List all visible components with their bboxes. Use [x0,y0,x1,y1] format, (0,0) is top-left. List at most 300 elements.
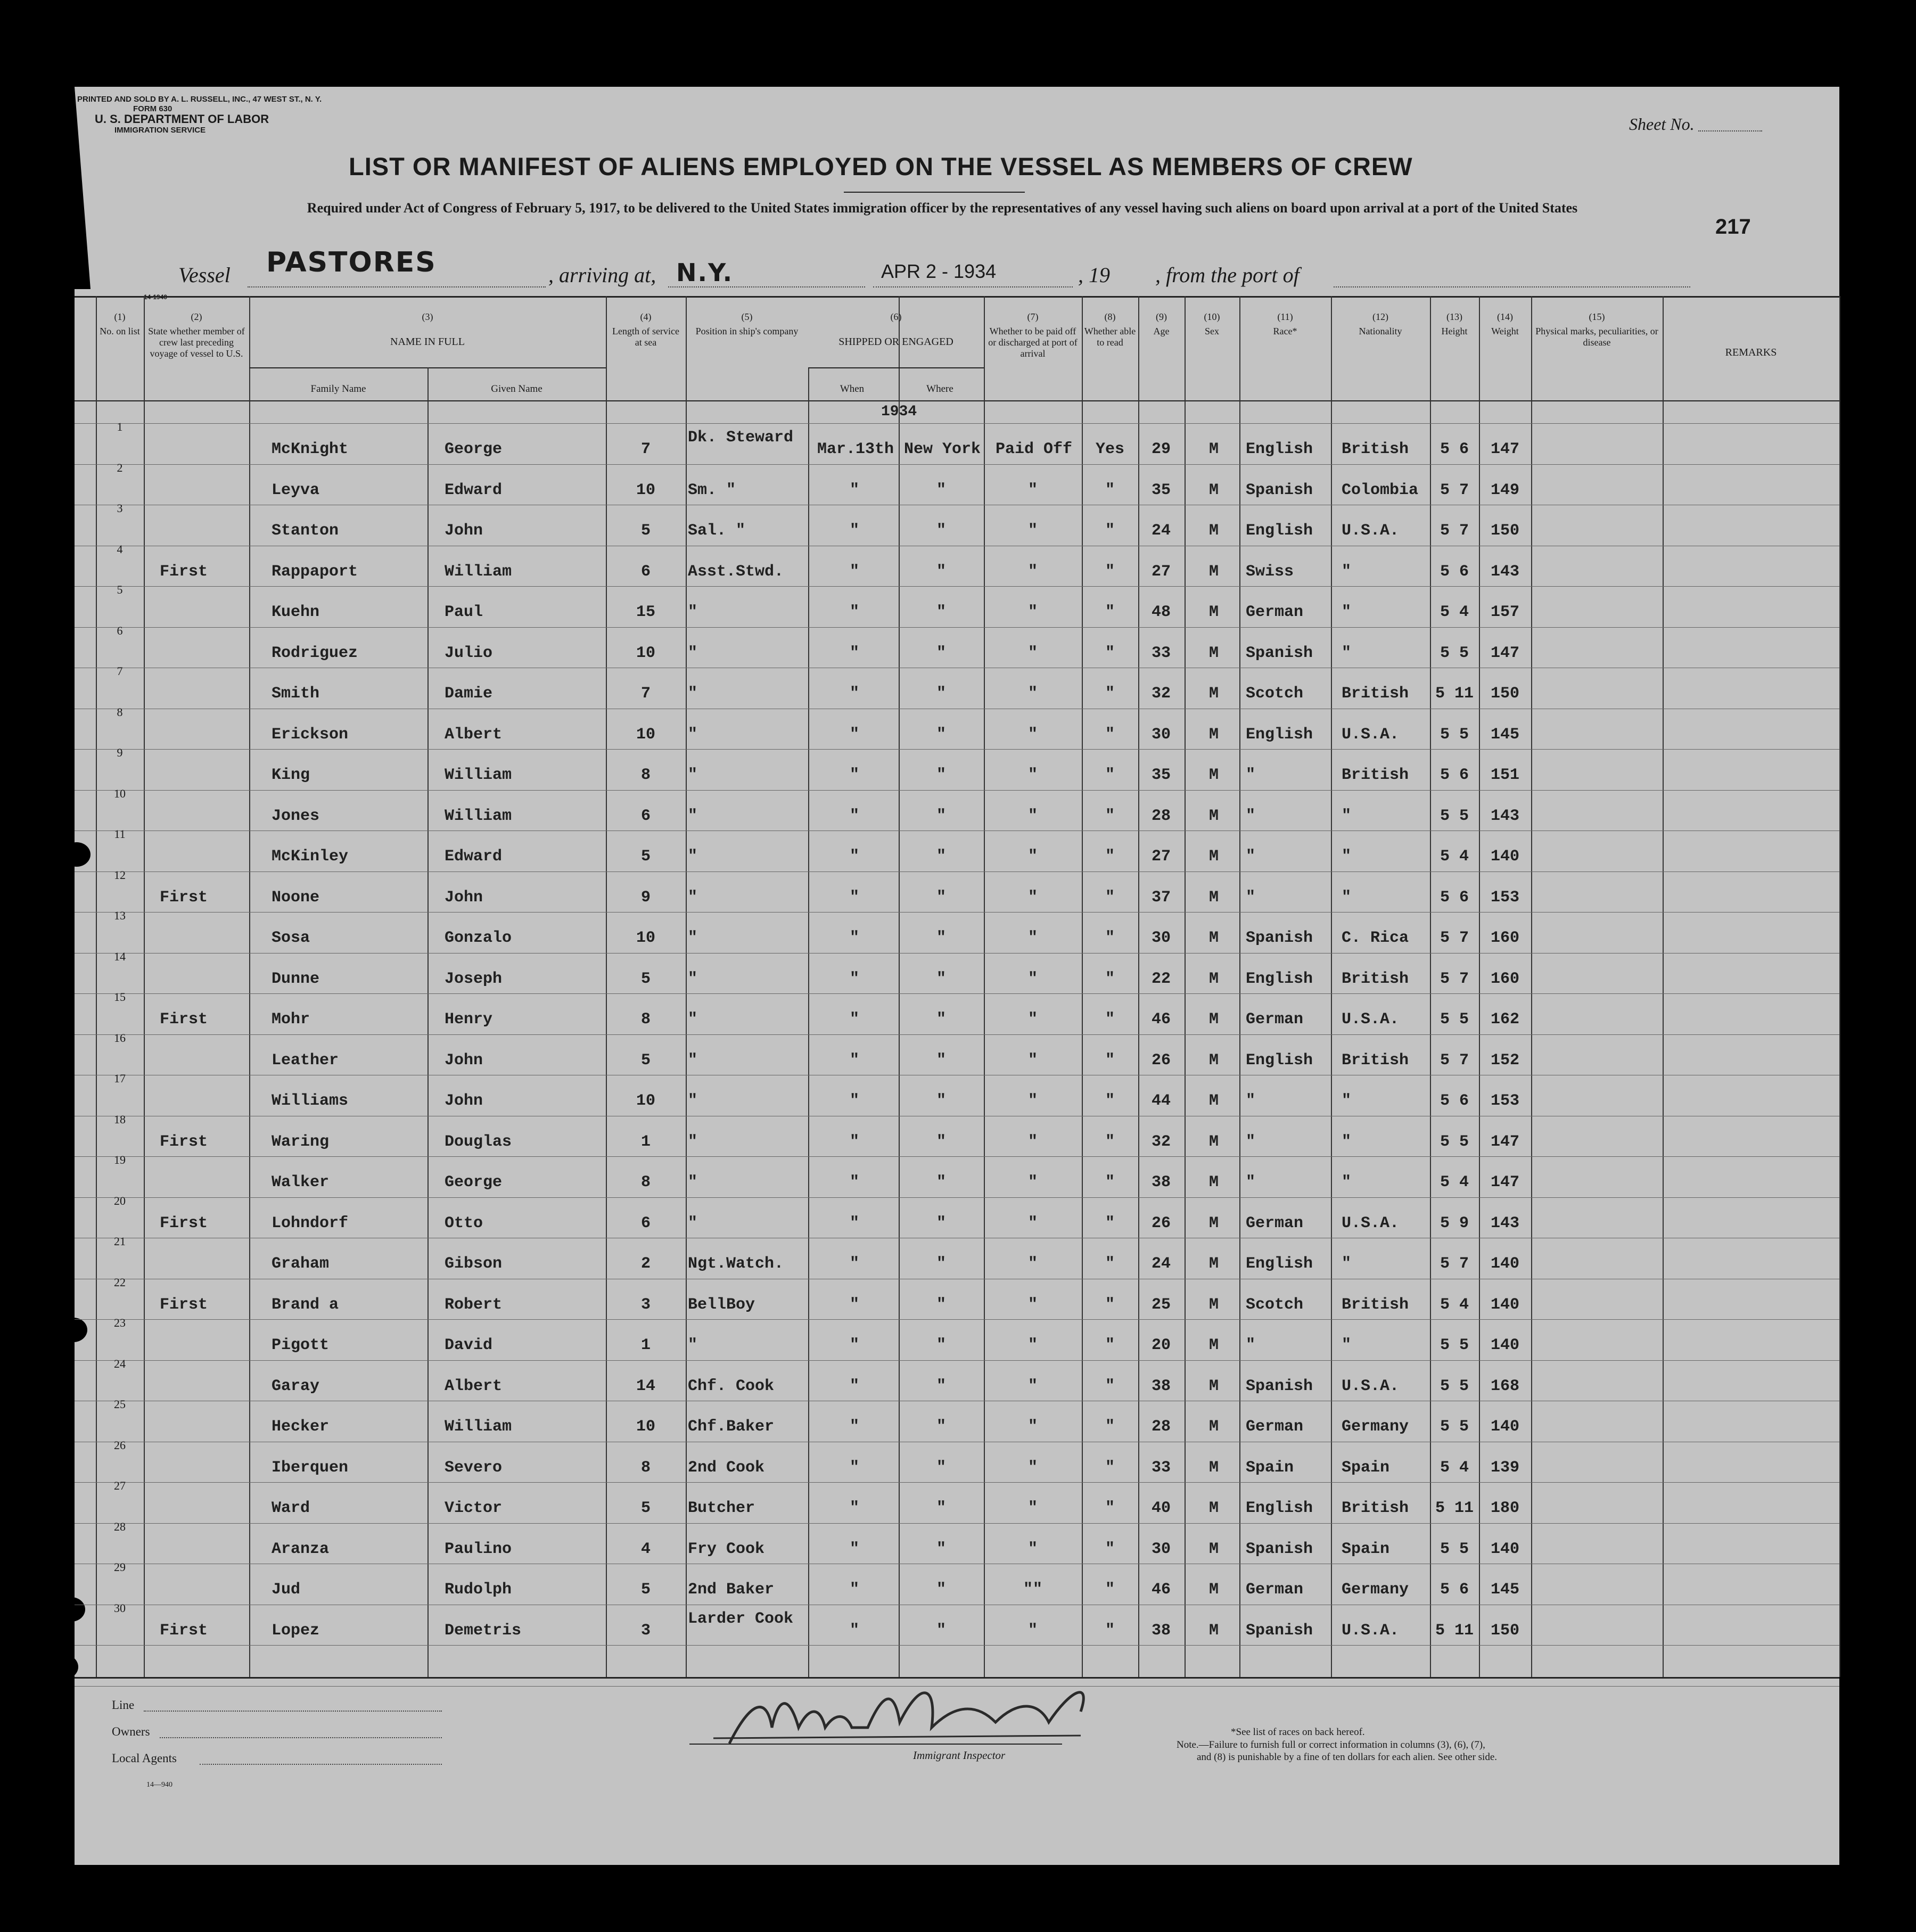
row-rule [75,993,1839,994]
row-number: 25 [114,1397,126,1411]
row-number: 20 [114,1194,126,1207]
arriving-label: , arriving at, [548,263,656,287]
position-cell: " [688,969,698,988]
family-name-cell: Ward [272,1499,310,1517]
vessel-dotline [248,286,546,287]
row-number: 7 [117,664,123,678]
vessel-label: Vessel [178,263,231,287]
position-cell: Asst.Stwd. [688,562,784,581]
given-name-cell: William [445,807,512,825]
given-name-cell: Edward [445,481,503,499]
form-subtitle: Required under Act of Congress of February 5, 1917, to be delivered to the United States immigration officer by the representatives of any vessel having such aliens on board upon arrival at a port of the United States [307,200,1578,216]
position-cell: " [688,1010,698,1029]
position-cell: Butcher [688,1499,755,1517]
able-to-read-cell: Yes [1095,440,1124,458]
family-name-cell: Dunne [272,969,320,988]
race-cell: " [1246,1336,1256,1354]
column-number: (9) [1156,311,1167,322]
age-cell: 32 [1151,685,1171,703]
shipped-where-cell: " [936,1132,946,1151]
column-header: Nationality [1359,326,1402,336]
family-name-cell: McKinley [272,848,349,866]
race-cell: " [1246,807,1256,825]
line-label: Line [112,1698,135,1712]
family-name-cell: Pigott [272,1336,330,1354]
shipped-when-cell: " [849,1621,859,1640]
given-name-cell: Julio [445,644,493,662]
race-cell: German [1246,1581,1304,1599]
column-header: Length of service at sea [612,326,679,348]
race-cell: English [1246,1499,1313,1517]
row-rule [75,1360,1839,1361]
service-cell: 5 [640,1051,651,1070]
nationality-cell: British [1342,685,1409,703]
weight-cell: 150 [1490,1621,1519,1640]
able-to-read-cell: " [1105,1458,1115,1477]
weight-cell: 147 [1490,644,1519,662]
position-cell: " [688,1132,698,1151]
service-cell: 1 [640,1132,651,1151]
race-cell: Scotch [1246,685,1304,703]
height-cell: 5 7 [1440,522,1469,540]
weight-cell: 160 [1490,929,1519,947]
weight-cell: 157 [1490,603,1519,621]
table-top-rule [75,296,1839,298]
name-split-rule [427,367,429,1677]
shipped-where-cell: " [936,1499,946,1517]
sex-cell: M [1208,1458,1219,1477]
nationality-cell: British [1342,969,1409,988]
shipped-when-cell: " [849,1336,859,1354]
form-number: FORM 630 [133,104,172,113]
service-cell: 5 [640,848,651,866]
position-cell: 2nd Cook [688,1458,765,1477]
given-name-cell: Severo [445,1458,503,1477]
page-number: 217 [1715,215,1751,239]
family-name-cell: Iberquen [272,1458,349,1477]
row-number: 17 [114,1072,126,1085]
row-number: 2 [117,461,123,474]
race-cell: English [1246,440,1313,458]
given-name-cell: Otto [445,1214,483,1232]
nationality-cell: " [1342,888,1352,907]
weight-cell: 140 [1490,1418,1519,1436]
height-cell: 5 7 [1440,1051,1469,1070]
column-header: Height [1441,326,1468,336]
sex-cell: M [1208,725,1219,744]
shipped-where-cell: " [936,644,946,662]
given-name-cell: Paulino [445,1540,512,1558]
position-cell: " [688,644,698,662]
row-rule [75,1197,1839,1198]
row-rule [75,790,1839,791]
age-cell: 33 [1151,1458,1171,1477]
paid-off-cell: " [1027,1377,1038,1395]
able-to-read-cell: " [1105,562,1115,581]
voyage-cell: First [160,562,208,581]
shipped-where-cell: " [936,725,946,744]
paid-off-cell: " [1027,1255,1038,1273]
given-name-cell: George [445,440,503,458]
race-cell: " [1246,888,1256,907]
weight-cell: 180 [1490,1499,1519,1517]
race-cell: Spanish [1246,481,1313,499]
nationality-cell: " [1342,1092,1352,1110]
weight-cell: 145 [1490,1581,1519,1599]
shipped-when-cell: " [849,1214,859,1232]
year-label: , 19 [1078,263,1110,287]
row-number: 19 [114,1153,126,1166]
age-cell: 38 [1151,1173,1171,1191]
column-rule [1663,296,1664,1677]
family-name-cell: Noone [272,888,320,907]
from-port-dotline [1334,286,1690,287]
height-cell: 5 6 [1440,766,1469,784]
row-rule [75,627,1839,628]
column-number: (14) [1497,311,1513,322]
service-cell: 5 [640,969,651,988]
height-cell: 5 5 [1440,1540,1469,1558]
shipped-when-cell: " [849,481,859,499]
shipped-when-cell: " [849,725,859,744]
able-to-read-cell: " [1105,644,1115,662]
row-number: 1 [117,420,123,433]
column-subheader: Family Name [310,383,366,394]
paid-off-cell: " [1027,766,1038,784]
position-cell: Sal. " [688,522,746,540]
family-name-cell: Jud [272,1581,301,1599]
age-cell: 29 [1151,440,1171,458]
weight-cell: 153 [1490,888,1519,907]
row-number: 23 [114,1316,126,1329]
height-cell: 5 11 [1435,1621,1474,1640]
given-name-cell: William [445,1418,512,1436]
able-to-read-cell: " [1105,1377,1115,1395]
shipped-where-cell: " [936,1336,946,1354]
age-cell: 46 [1151,1581,1171,1599]
height-cell: 5 7 [1440,929,1469,947]
height-cell: 5 6 [1440,562,1469,581]
sex-cell: M [1208,1010,1219,1029]
nationality-cell: " [1342,848,1352,866]
able-to-read-cell: " [1105,888,1115,907]
paid-off-cell: " [1027,848,1038,866]
row-number: 27 [114,1479,126,1492]
shipped-when-cell: " [849,685,859,703]
position-cell: " [688,1051,698,1070]
shipped-when-cell: Mar.13th [817,440,894,458]
row-number: 8 [117,705,123,719]
age-cell: 24 [1151,1255,1171,1273]
nationality-cell: U.S.A. [1342,1010,1400,1029]
paid-off-cell: Paid Off [996,440,1073,458]
sex-cell: M [1208,807,1219,825]
nationality-cell: " [1342,807,1352,825]
column-header: REMARKS [1725,347,1777,358]
position-cell: Dk. Steward [688,429,794,447]
race-cell: English [1246,969,1313,988]
column-header: Weight [1491,326,1519,336]
binder-hole [57,1597,85,1622]
weight-cell: 162 [1490,1010,1519,1029]
paid-off-cell: "" [1023,1581,1042,1599]
able-to-read-cell: " [1105,807,1115,825]
able-to-read-cell: " [1105,1173,1115,1191]
row-rule [75,1156,1839,1157]
given-name-cell: Albert [445,725,503,744]
shipped-where-cell: " [936,685,946,703]
race-cell: English [1246,522,1313,540]
able-to-read-cell: " [1105,725,1115,744]
able-to-read-cell: " [1105,1540,1115,1558]
family-name-cell: Sosa [272,929,310,947]
age-cell: 20 [1151,1336,1171,1354]
shipped-where-cell: " [936,603,946,621]
paid-off-cell: " [1027,1540,1038,1558]
row-number: 13 [114,909,126,922]
nationality-cell: Spain [1342,1540,1390,1558]
position-cell: Chf.Baker [688,1418,775,1436]
race-cell: " [1246,1092,1256,1110]
race-cell: Scotch [1246,1295,1304,1314]
family-name-cell: Brand a [272,1295,339,1314]
subheader-rule [808,367,984,368]
column-header: Physical marks, peculiarities, or disease [1535,326,1658,348]
family-name-cell: Jones [272,807,320,825]
row-number: 3 [117,502,123,515]
weight-cell: 140 [1490,1336,1519,1354]
shipped-where-cell: " [936,1377,946,1395]
row-number: 4 [117,542,123,556]
sex-cell: M [1208,1051,1219,1070]
sex-cell: M [1208,1132,1219,1151]
given-name-cell: Robert [445,1295,503,1314]
sex-cell: M [1208,766,1219,784]
position-cell: " [688,603,698,621]
age-cell: 22 [1151,969,1171,988]
row-number: 24 [114,1356,126,1370]
service-cell: 10 [636,1092,655,1110]
height-cell: 5 6 [1440,440,1469,458]
position-cell: 2nd Baker [688,1581,775,1599]
column-header: Whether to be paid off or discharged at port of arrival [988,326,1078,359]
family-name-cell: Rappaport [272,562,358,581]
row-rule [75,1482,1839,1483]
height-cell: 5 6 [1440,1092,1469,1110]
service-cell: 8 [640,1458,651,1477]
weight-cell: 143 [1490,1214,1519,1232]
family-name-cell: Hecker [272,1418,330,1436]
position-cell: Larder Cook [688,1609,794,1628]
age-cell: 35 [1151,766,1171,784]
sex-cell: M [1208,1255,1219,1273]
shipped-where-cell: New York [904,440,981,458]
height-cell: 5 5 [1440,1132,1469,1151]
voyage-cell: First [160,1214,208,1232]
shipped-where-cell: " [936,807,946,825]
shipped-when-cell: " [849,1377,859,1395]
nationality-cell: " [1342,1255,1352,1273]
row-rule [75,464,1839,465]
sex-cell: M [1208,929,1219,947]
service-cell: 7 [640,440,651,458]
age-cell: 33 [1151,644,1171,662]
service-cell: 10 [636,1418,655,1436]
sex-cell: M [1208,522,1219,540]
weight-cell: 143 [1490,807,1519,825]
age-cell: 44 [1151,1092,1171,1110]
column-rule [144,296,145,1677]
given-name-cell: Gibson [445,1255,503,1273]
voyage-cell: First [160,1295,208,1314]
shipped-when-cell: " [849,1255,859,1273]
nationality-cell: " [1342,1132,1352,1151]
sex-cell: M [1208,1336,1219,1354]
sex-cell: M [1208,848,1219,866]
shipped-when-cell: " [849,1458,859,1477]
given-name-cell: Victor [445,1499,503,1517]
nationality-cell: " [1342,603,1352,621]
given-name-cell: Damie [445,685,493,703]
row-number: 10 [114,786,126,800]
race-cell: Spain [1246,1458,1294,1477]
race-cell: " [1246,848,1256,866]
weight-cell: 140 [1490,1255,1519,1273]
shipped-where-cell: " [936,522,946,540]
given-name-cell: John [445,1051,483,1070]
page-title: LIST OR MANIFEST OF ALIENS EMPLOYED ON THE VESSEL AS MEMBERS OF CREW [349,152,1413,180]
shipped-when-cell: " [849,1092,859,1110]
shipped-where-cell: " [936,929,946,947]
nationality-cell: Germany [1342,1418,1409,1436]
voyage-cell: First [160,1132,208,1151]
row-number: 5 [117,583,123,596]
shipped-where-cell: " [936,562,946,581]
race-cell: " [1246,1132,1256,1151]
race-cell: Spanish [1246,1377,1313,1395]
vessel-name: PASTORES [266,246,437,278]
shipped-when-cell: " [849,1581,859,1599]
shipped-year: 1934 [881,404,917,420]
shipped-where-cell: " [936,1418,946,1436]
shipped-when-cell: " [849,1132,859,1151]
header-bottom-rule [75,400,1839,401]
height-cell: 5 5 [1440,644,1469,662]
arrival-date-stamp: APR 2 - 1934 [881,260,997,282]
family-name-cell: Leather [272,1051,339,1070]
column-rule [686,296,687,1677]
column-header: Whether able to read [1084,326,1136,348]
service-cell: 6 [640,1214,651,1232]
given-name-cell: Edward [445,848,503,866]
row-number: 22 [114,1275,126,1289]
weight-cell: 140 [1490,1540,1519,1558]
shipped-where-cell: " [936,1214,946,1232]
row-number: 29 [114,1560,126,1574]
height-cell: 5 7 [1440,969,1469,988]
row-number: 11 [114,827,126,841]
service-cell: 9 [640,888,651,907]
age-cell: 32 [1151,1132,1171,1151]
service-cell: 10 [636,481,655,499]
age-cell: 28 [1151,1418,1171,1436]
nationality-cell: " [1342,1173,1352,1191]
shipped-where-cell: " [936,1173,946,1191]
column-rule [606,296,607,1677]
race-cell: German [1246,603,1304,621]
sex-cell: M [1208,1214,1219,1232]
age-cell: 25 [1151,1295,1171,1314]
shipped-where-cell: " [936,888,946,907]
weight-cell: 145 [1490,725,1519,744]
column-number: (10) [1204,311,1220,322]
service-cell: 8 [640,1010,651,1029]
column-rule [984,296,985,1677]
line-dotline [144,1711,442,1712]
weight-cell: 152 [1490,1051,1519,1070]
nationality-cell: U.S.A. [1342,1377,1400,1395]
shipped-when-cell: " [849,766,859,784]
height-cell: 5 6 [1440,1581,1469,1599]
column-header: Position in ship's company [695,326,799,336]
race-cell: " [1246,1173,1256,1191]
column-rule [249,296,250,1677]
height-cell: 5 5 [1440,807,1469,825]
column-number: (6) [890,311,902,322]
family-name-cell: Aranza [272,1540,330,1558]
position-cell: " [688,1092,698,1110]
column-header: Age [1153,326,1170,336]
age-cell: 38 [1151,1377,1171,1395]
given-name-cell: David [445,1336,493,1354]
given-name-cell: John [445,522,483,540]
sheet-label: Sheet No. [1629,114,1695,134]
row-rule [75,1319,1839,1320]
height-cell: 5 11 [1435,1499,1474,1517]
paid-off-cell: " [1027,1295,1038,1314]
family-name-cell: Stanton [272,522,339,540]
weight-cell: 151 [1490,766,1519,784]
row-number: 9 [117,746,123,759]
sex-cell: M [1208,969,1219,988]
position-cell: Ngt.Watch. [688,1255,784,1273]
shipped-where-cell: " [936,766,946,784]
service-cell: 5 [640,522,651,540]
given-name-cell: John [445,888,483,907]
height-cell: 5 9 [1440,1214,1469,1232]
shipped-where-cell: " [936,1051,946,1070]
row-rule [75,1523,1839,1524]
race-cell: English [1246,725,1313,744]
service-cell: 8 [640,766,651,784]
shipped-where-cell: " [936,1255,946,1273]
able-to-read-cell: " [1105,481,1115,499]
age-cell: 26 [1151,1051,1171,1070]
shipped-where-cell: " [936,481,946,499]
race-cell: English [1246,1051,1313,1070]
voyage-cell: First [160,888,208,907]
service-cell: 10 [636,929,655,947]
column-rule [1331,296,1332,1677]
paid-off-cell: " [1027,1214,1038,1232]
family-name-cell: Leyva [272,481,320,499]
nationality-cell: Germany [1342,1581,1409,1599]
given-name-cell: Henry [445,1010,493,1029]
able-to-read-cell: " [1105,766,1115,784]
paid-off-cell: " [1027,1458,1038,1477]
column-number: (15) [1589,311,1605,322]
able-to-read-cell: " [1105,969,1115,988]
